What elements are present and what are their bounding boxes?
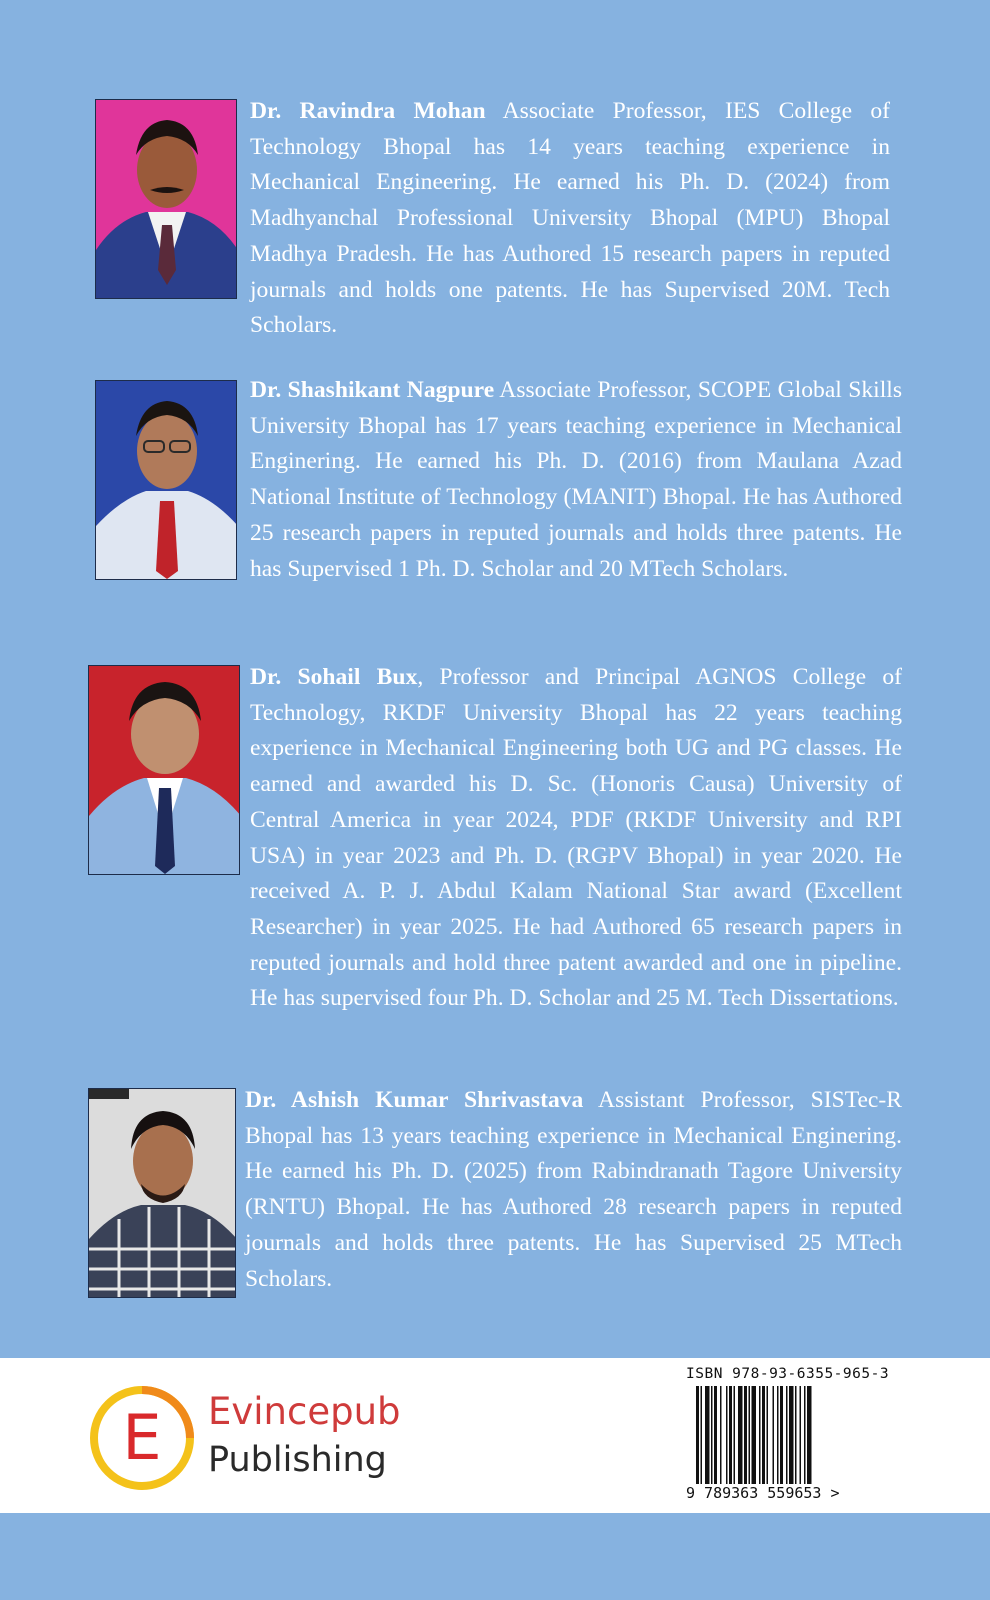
author-name: Dr. Ravindra Mohan [250, 98, 486, 124]
barcode-bar [729, 1386, 732, 1484]
evincepub-logo-icon [86, 1382, 198, 1494]
author-photo-shashikant-nagpure [95, 380, 237, 580]
barcode-bar [738, 1386, 743, 1484]
publisher-name-line1: Evincepub [208, 1390, 401, 1433]
barcode-bar [804, 1386, 806, 1484]
barcode-bar [795, 1386, 797, 1484]
author-bio-text: Associate Professor, IES College of Technology Bhopal has 14 years teaching experience in Mechanical Engineering. He earned his Ph. D. (2024) from Madhyanchal Professional University Bhopal (MPU) Bhopal Madhya Pradesh. He has Authored 15 research papers in reputed journals and holds one patents. He has Supervised 20M. Tech Scholars. [250, 98, 890, 339]
barcode-bar [762, 1386, 765, 1484]
barcode-bar [701, 1386, 703, 1484]
author-bio-sohail-bux [250, 660, 902, 1017]
author-photo-ravindra-mohan [95, 99, 237, 299]
author-bio-ravindra-mohan [250, 94, 890, 344]
barcode-bar [800, 1386, 802, 1484]
barcode-bar [777, 1386, 779, 1484]
barcode-bar [744, 1386, 747, 1484]
barcode-bar [807, 1386, 812, 1484]
barcode-bar [767, 1386, 769, 1484]
author-bio-text: , Professor and Principal AGNOS College of Technology, RKDF University Bhopal has 22 years teaching experience in Mechanical Engineering both UG and PG classes. He earned and awarded his D. Sc. (Honoris Causa) University of Central America in year 2024, PDF (RKDF University and RPI USA) in year 2023 and Ph. D. (RGPV Bhopal) in year 2020. He received A. P. J. Abdul Kalam National Star award (Excellent Researcher) in year 2025. He had Authored 65 research papers in reputed journals and hold three patent awarded and one in pipeline. He has supervised four Ph. D. Scholar and 25 M. Tech Dissertations. [250, 664, 902, 1012]
barcode-bar [696, 1386, 699, 1484]
barcode-bar [705, 1386, 710, 1484]
portrait-figure [89, 1089, 236, 1298]
author-bio-ashish-kumar-shrivastava [245, 1083, 902, 1297]
barcode-bar [780, 1386, 783, 1484]
author-name: Dr. Sohail Bux [250, 664, 418, 690]
barcode-bar [752, 1386, 757, 1484]
barcode-digits: 9 789363 559653 > [686, 1484, 840, 1502]
publisher-name-line2: Publishing [208, 1440, 387, 1480]
logo-letter: E [122, 1401, 162, 1474]
author-bio-text: Associate Professor, SCOPE Global Skills University Bhopal has 17 years teaching experience in Mechanical Enginering. He earned his Ph. D. (2016) from Maulana Azad National Institute of Technology (MANIT) Bhopal. He has Authored 25 research papers in reputed journals and holds three patents. He has Supervised 1 Ph. D. Scholar and 20 MTech Scholars. [250, 377, 903, 582]
barcode-bar [711, 1386, 713, 1484]
portrait-figure [96, 381, 237, 580]
barcode-bar [726, 1386, 728, 1484]
barcode-bar [714, 1386, 717, 1484]
bottom-strip [0, 1513, 990, 1600]
portrait-figure [89, 666, 240, 875]
author-photo-ashish-kumar-shrivastava [88, 1088, 236, 1298]
author-bio-text: Assistant Professor, SISTec-R Bhopal has 13 years teaching experience in Mechanical Enginering. He earned his Ph. D. (2025) from Rabindranath Tagore University (RNTU) Bhopal. He has Authored 28 research papers in reputed journals and holds three patents. He has Supervised 25 MTech Scholars. [245, 1087, 902, 1292]
barcode-bar [749, 1386, 751, 1484]
author-name: Dr. Shashikant Nagpure [250, 377, 495, 403]
barcode-bar [786, 1386, 788, 1484]
author-bio-shashikant-nagpure [250, 373, 902, 587]
barcode-icon [696, 1386, 860, 1486]
barcode-bar [720, 1386, 722, 1484]
author-photo-sohail-bux [88, 665, 240, 875]
barcode-bar [759, 1386, 761, 1484]
author-name: Dr. Ashish Kumar Shrivastava [245, 1087, 584, 1113]
isbn-label: ISBN 978-93-6355-965-3 [686, 1366, 890, 1382]
barcode-bar [734, 1386, 736, 1484]
barcode-bar [789, 1386, 794, 1484]
portrait-figure [96, 100, 237, 299]
barcode-bar [773, 1386, 775, 1484]
